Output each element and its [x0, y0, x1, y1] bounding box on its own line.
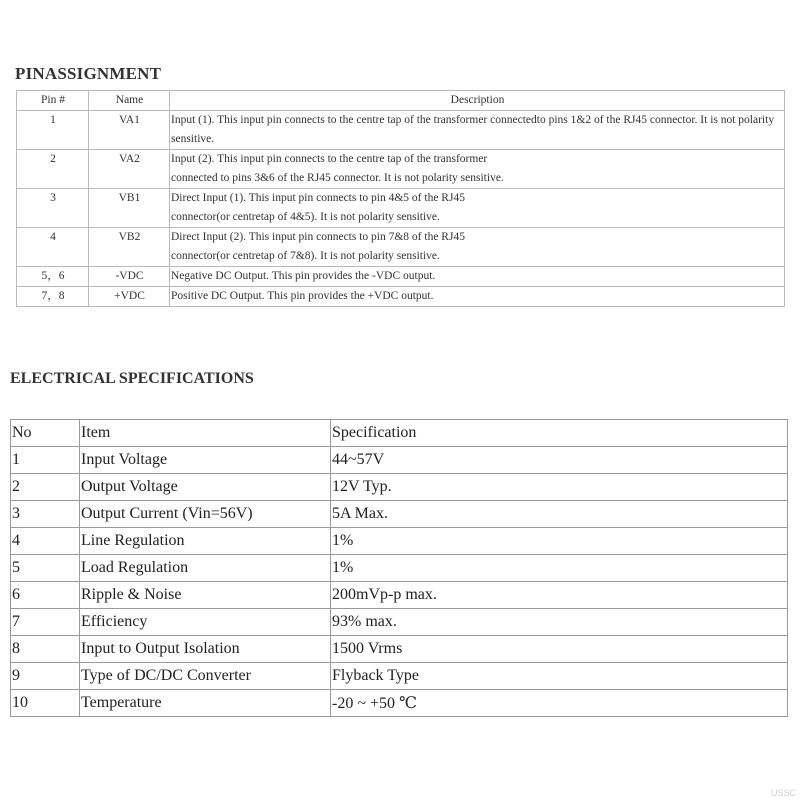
spec-item: Load Regulation [80, 555, 331, 582]
spec-item: Type of DC/DC Converter [80, 663, 331, 690]
pin-header-description: Description [170, 91, 785, 111]
electrical-specifications-table [10, 419, 788, 717]
spec-no: 2 [11, 474, 80, 501]
spec-value: 12V Typ. [331, 474, 788, 501]
spec-value: 44~57V [331, 447, 788, 474]
spec-item: Input to Output Isolation [80, 636, 331, 663]
spec-header-item: Item [80, 420, 331, 447]
pin-number: 3 [17, 189, 89, 228]
pin-row [17, 287, 785, 307]
spec-no: 4 [11, 528, 80, 555]
spec-row [11, 663, 788, 690]
pin-table-header-row [17, 91, 785, 111]
watermark: USSC [770, 788, 796, 798]
spec-row [11, 528, 788, 555]
spec-table-header-row [11, 420, 788, 447]
spec-row [11, 501, 788, 528]
spec-item: Output Voltage [80, 474, 331, 501]
pin-row [17, 228, 785, 267]
spec-item: Output Current (Vin=56V) [80, 501, 331, 528]
pin-assignment-table [16, 90, 785, 307]
pin-description: Input (2). This input pin connects to the centre tap of the transformer connected to pins 3&6 of the RJ45 connector. It is not polarity sensitive. [170, 150, 785, 189]
spec-no: 10 [11, 690, 80, 717]
spec-no: 5 [11, 555, 80, 582]
spec-value: 1500 Vrms [331, 636, 788, 663]
spec-row [11, 609, 788, 636]
pin-row [17, 267, 785, 287]
pin-name: VA2 [89, 150, 170, 189]
spec-item: Input Voltage [80, 447, 331, 474]
spec-row [11, 447, 788, 474]
spec-value: 5A Max. [331, 501, 788, 528]
spec-row [11, 474, 788, 501]
pin-header-pin: Pin # [17, 91, 89, 111]
spec-item: Efficiency [80, 609, 331, 636]
pin-row [17, 150, 785, 189]
pin-description: Direct Input (2). This input pin connects to pin 7&8 of the RJ45 connector(or centretap of 7&8). It is not polarity sensitive. [170, 228, 785, 267]
pin-name: VB2 [89, 228, 170, 267]
pin-name: +VDC [89, 287, 170, 307]
pin-description: Positive DC Output. This pin provides the +VDC output. [170, 287, 785, 307]
pin-number: 4 [17, 228, 89, 267]
pin-number: 5，6 [17, 267, 89, 287]
pin-row [17, 111, 785, 150]
pin-name: VA1 [89, 111, 170, 150]
spec-value: 1% [331, 528, 788, 555]
spec-item: Temperature [80, 690, 331, 717]
spec-value: 1% [331, 555, 788, 582]
spec-no: 1 [11, 447, 80, 474]
pin-description: Negative DC Output. This pin provides the -VDC output. [170, 267, 785, 287]
pin-description: Input (1). This input pin connects to the centre tap of the transformer connectedto pins 1&2 of the RJ45 connector. It is not polarity sensitive. [170, 111, 785, 150]
pin-number: 7，8 [17, 287, 89, 307]
spec-row [11, 690, 788, 717]
pin-header-name: Name [89, 91, 170, 111]
pin-number: 2 [17, 150, 89, 189]
spec-no: 9 [11, 663, 80, 690]
spec-header-no: No [11, 420, 80, 447]
spec-value: 200mVp-p max. [331, 582, 788, 609]
electrical-specifications-title: ELECTRICAL SPECIFICATIONS [10, 370, 254, 387]
spec-row [11, 555, 788, 582]
spec-no: 8 [11, 636, 80, 663]
pin-assignment-title: PINASSIGNMENT [15, 64, 162, 83]
spec-value: Flyback Type [331, 663, 788, 690]
spec-value: 93% max. [331, 609, 788, 636]
spec-no: 3 [11, 501, 80, 528]
spec-no: 6 [11, 582, 80, 609]
pin-row [17, 189, 785, 228]
pin-name: -VDC [89, 267, 170, 287]
spec-item: Line Regulation [80, 528, 331, 555]
pin-name: VB1 [89, 189, 170, 228]
pin-number: 1 [17, 111, 89, 150]
spec-row [11, 582, 788, 609]
spec-header-specification: Specification [331, 420, 788, 447]
spec-no: 7 [11, 609, 80, 636]
spec-value: -20 ~ +50 ℃ [331, 690, 788, 717]
spec-row [11, 636, 788, 663]
pin-description: Direct Input (1). This input pin connects to pin 4&5 of the RJ45 connector(or centretap of 4&5). It is not polarity sensitive. [170, 189, 785, 228]
spec-item: Ripple & Noise [80, 582, 331, 609]
